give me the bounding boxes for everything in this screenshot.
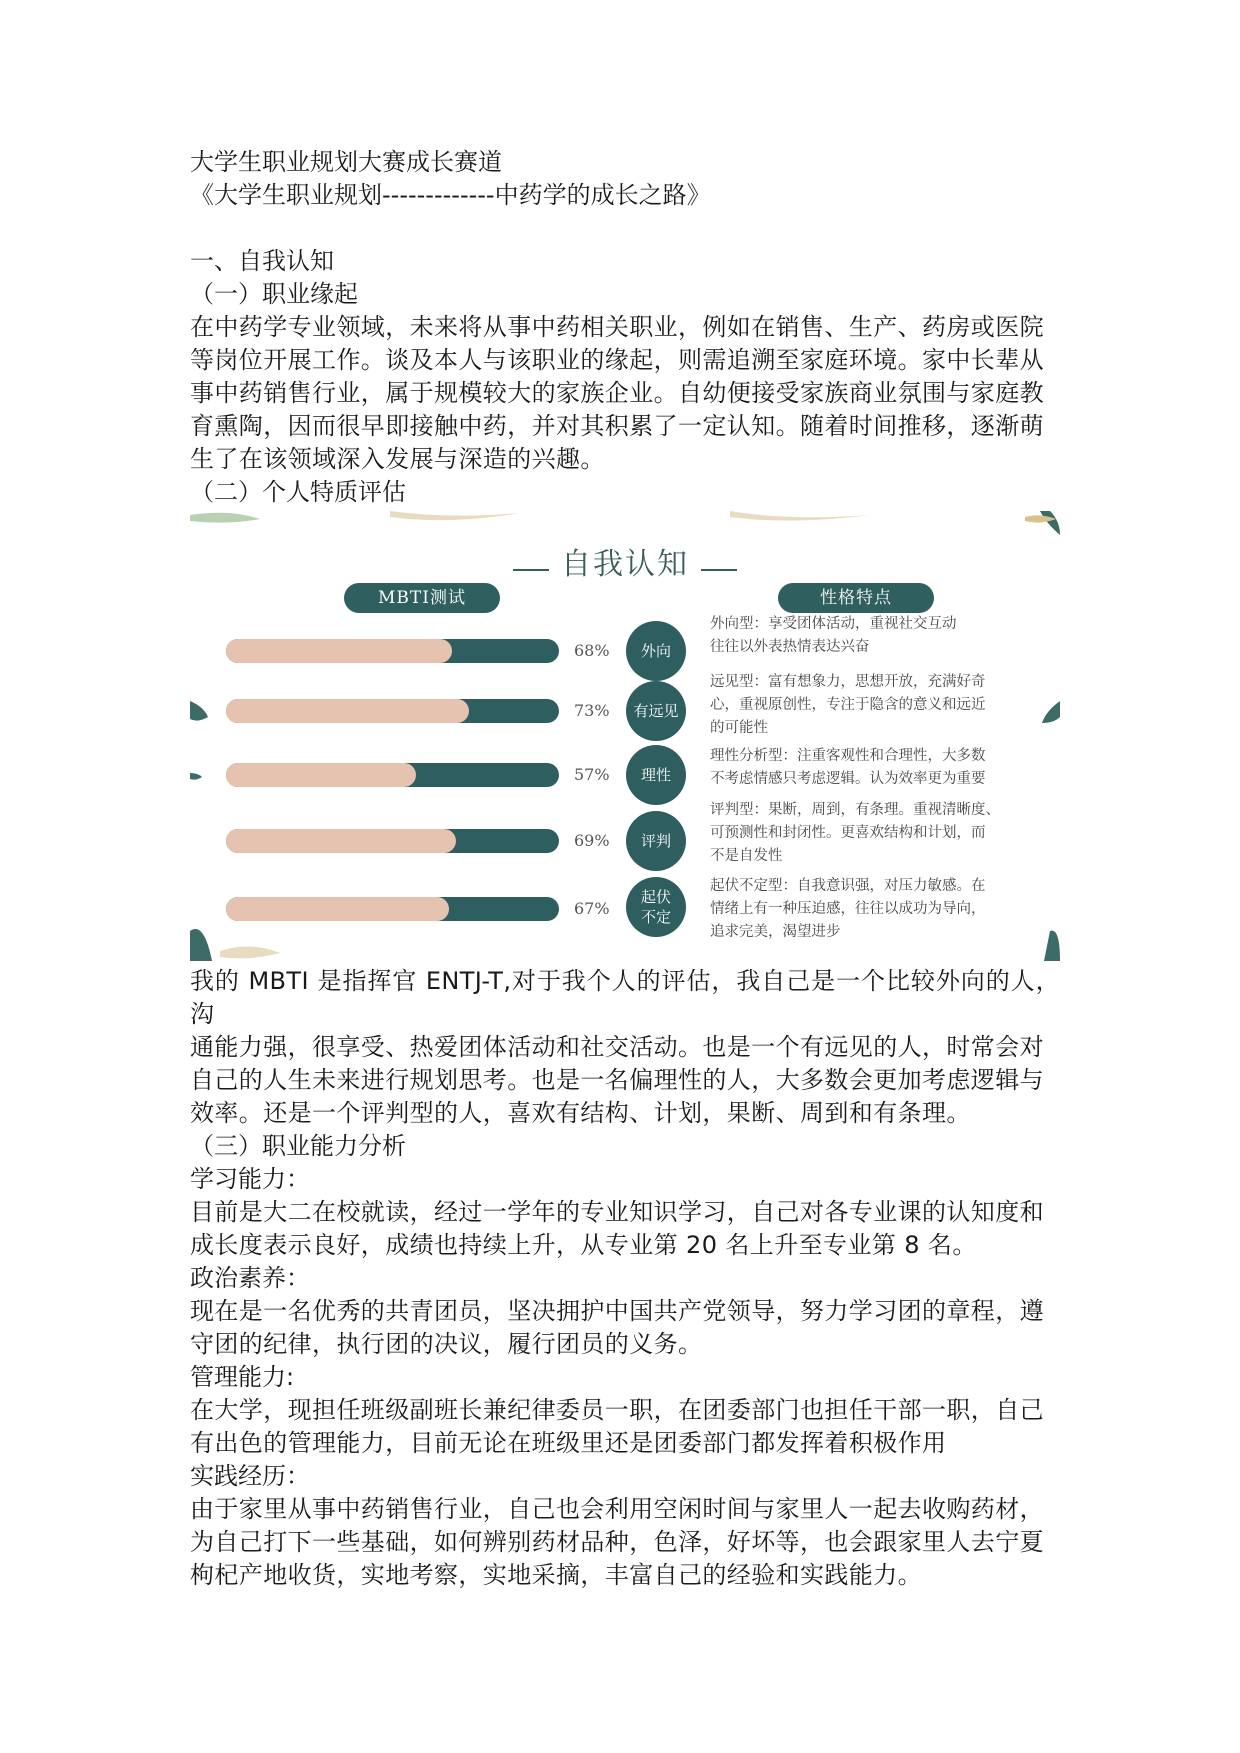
trait-bar-track: [226, 897, 559, 921]
trait-bar-fill: [226, 829, 456, 853]
subsection-heading-career-origin: （一）职业缘起: [190, 280, 358, 308]
trait-description-line: 不考虑情感只考虑逻辑。认为效率更为重要: [710, 771, 986, 787]
subsection-heading-personal-traits: （二）个人特质评估: [190, 478, 406, 506]
learning-ability-line: 成长度表示良好，成绩也持续上升，从专业第 20 名上升至专业第 8 名。: [190, 1231, 977, 1259]
learning-ability-line: 目前是大二在校就读，经过一学年的专业知识学习，自己对各专业课的认知度和: [190, 1198, 1044, 1226]
self-awareness-figure: [190, 511, 1060, 961]
section-heading-self-awareness: 一、自我认知: [190, 247, 334, 275]
trait-circle-label: 理性: [640, 766, 671, 784]
trait-circle-label: 外向: [640, 642, 671, 660]
trait-description-line: 理性分析型：注重客观性和合理性，大多数: [710, 748, 986, 764]
trait-bar-fill: [226, 639, 452, 663]
trait-circle: [626, 681, 686, 741]
trait-description-line: 起伏不定型：自我意识强，对压力敏感。在: [710, 878, 986, 894]
mbti-test-pill: MBTI测试: [344, 583, 500, 613]
trait-circle: [626, 877, 686, 937]
trait-bar-fill: [226, 763, 416, 787]
trait-description-line: 不是自发性: [710, 848, 783, 864]
subsection-heading-ability-analysis: （三）职业能力分析: [190, 1132, 406, 1160]
trait-circle: [626, 745, 686, 805]
document-subtitle: 《大学生职业规划-------------中药学的成长之路》: [190, 181, 711, 209]
trait-description: [710, 671, 1040, 740]
trait-circle-label: 有远见: [633, 702, 679, 720]
trait-circle: [626, 811, 686, 871]
trait-percent: 73%: [574, 701, 610, 720]
figure-title-wrap: [190, 539, 1060, 583]
trait-circle-label: 起伏: [640, 888, 671, 906]
trait-description-line: 的可能性: [710, 720, 768, 736]
trait-bar-fill: [226, 897, 449, 921]
trait-description: [710, 745, 1040, 791]
trait-description-line: 评判型：果断，周到，有条理。重视清晰度、: [710, 802, 1000, 818]
trait-description-line: 远见型：富有想象力，思想开放，充满好奇: [710, 674, 986, 690]
trait-circle-label: 不定: [640, 908, 671, 926]
trait-percent: 69%: [574, 831, 610, 850]
trait-bar-track: [226, 699, 559, 723]
career-origin-line: 育熏陶，因而很早即接触中药，并对其积累了一定认知。随着时间推移，逐渐萌: [190, 412, 1044, 440]
trait-bar-track: [226, 763, 559, 787]
career-origin-line: 生了在该领域深入发展与深造的兴趣。: [190, 445, 605, 473]
practice-experience-label: 实践经历：: [190, 1462, 310, 1490]
trait-bar-track: [226, 639, 559, 663]
personality-traits-pill: 性格特点: [778, 583, 934, 613]
trait-description-line: 外向型：享受团体活动，重视社交互动: [710, 616, 957, 632]
trait-percent: 67%: [574, 899, 610, 918]
career-origin-line: 事中药销售行业，属于规模较大的家族企业。自幼便接受家族商业氛围与家庭教: [190, 379, 1044, 407]
management-ability-label: 管理能力:: [190, 1363, 295, 1391]
trait-description-line: 心，重视原创性，专注于隐含的意义和远近: [710, 697, 986, 713]
practice-experience-line: 由于家里从事中药销售行业，自己也会利用空闲时间与家里人一起去收购药材，: [190, 1495, 1044, 1523]
title-dash-left: [513, 569, 549, 571]
mbti-assessment-line: 自己的人生未来进行规划思考。也是一名偏理性的人，大多数会更加考虑逻辑与: [190, 1066, 1044, 1094]
learning-ability-label: 学习能力：: [190, 1165, 310, 1193]
management-ability-line: 在大学，现担任班级副班长兼纪律委员一职，在团委部门也担任干部一职，自己: [190, 1396, 1044, 1424]
trait-bar-track: [226, 829, 559, 853]
document-title: 大学生职业规划大赛成长赛道: [190, 148, 502, 176]
political-literacy-label: 政治素养：: [190, 1264, 310, 1292]
trait-description: [710, 875, 1040, 944]
management-ability-line: 有出色的管理能力，目前无论在班级里还是团委部门都发挥着积极作用: [190, 1429, 947, 1457]
practice-experience-line: 为自己打下一些基础，如何辨别药材品种，色泽，好坏等，也会跟家里人去宁夏: [190, 1528, 1044, 1556]
trait-percent: 57%: [574, 765, 610, 784]
political-literacy-line: 现在是一名优秀的共青团员，坚决拥护中国共产党领导，努力学习团的章程，遵: [190, 1297, 1044, 1325]
mbti-assessment-line: 效率。还是一个评判型的人，喜欢有结构、计划，果断、周到和有条理。: [190, 1099, 971, 1127]
trait-circle-label: 评判: [640, 832, 671, 850]
mbti-assessment-line: 通能力强，很享受、热爱团体活动和社交活动。也是一个有远见的人，时常会对: [190, 1033, 1044, 1061]
trait-bar-fill: [226, 699, 469, 723]
trait-percent: 68%: [574, 641, 610, 660]
career-origin-line: 等岗位开展工作。谈及本人与该职业的缘起，则需追溯至家庭环境。家中长辈从: [190, 346, 1044, 374]
trait-description-line: 情绪上有一种压迫感，往往以成功为导向，: [710, 901, 986, 917]
trait-description: [710, 799, 1040, 868]
practice-experience-line: 枸杞产地收货，实地考察，实地采摘，丰富自己的经验和实践能力。: [190, 1561, 922, 1589]
trait-description: [710, 613, 1040, 659]
career-origin-line: 在中药学专业领域，未来将从事中药相关职业，例如在销售、生产、药房或医院: [190, 313, 1044, 341]
document-page: [190, 146, 1060, 1592]
figure-title: 自我认知: [561, 547, 689, 582]
political-literacy-line: 守团的纪律，执行团的决议，履行团员的义务。: [190, 1330, 703, 1358]
trait-circle: [626, 621, 686, 681]
mbti-assessment-line: 我的 MBTI 是指挥官 ENTJ-T,对于我个人的评估，我自己是一个比较外向的人，沟: [190, 967, 1060, 1028]
trait-description-line: 追求完美，渴望进步: [710, 924, 841, 940]
trait-description-line: 可预测性和封闭性。更喜欢结构和计划，而: [710, 825, 986, 841]
title-dash-right: [701, 569, 737, 571]
trait-description-line: 往往以外表热情表达兴奋: [710, 639, 870, 655]
